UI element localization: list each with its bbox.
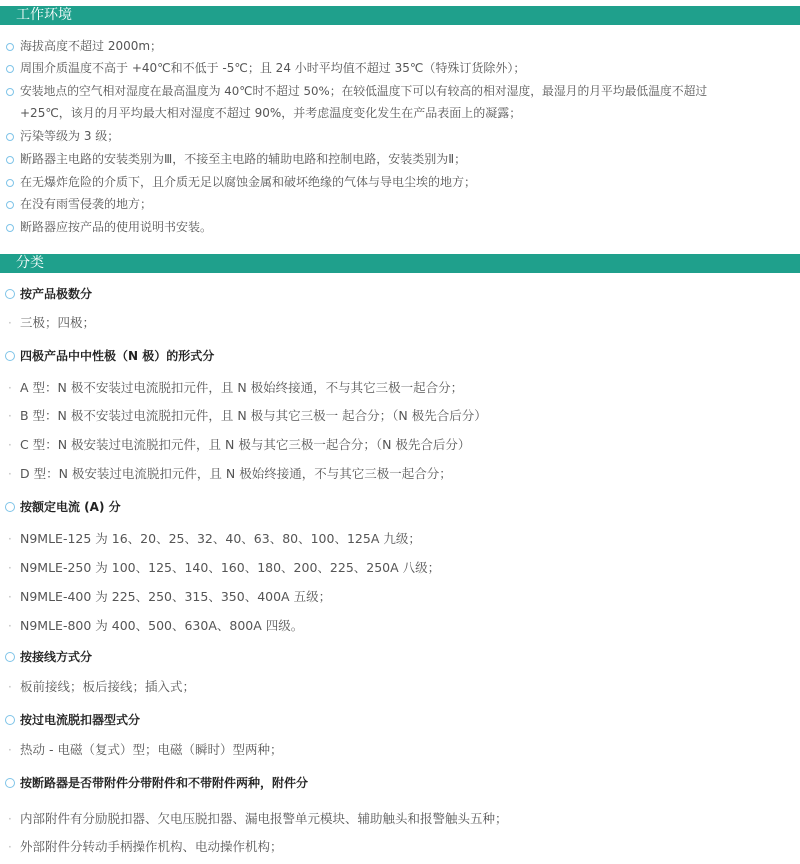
- circle-bullet-icon: [5, 351, 15, 361]
- group-item: B 型：N 极不安装过电流脱扣元件，且 N 极与其它三极一 起合分；（N 极先合后分）: [20, 408, 487, 423]
- dot-bullet-icon: ·: [8, 680, 12, 694]
- circle-bullet-icon: [6, 65, 14, 73]
- environment-item: 在无爆炸危险的介质下，且介质无足以腐蚀金属和破坏绝缘的气体与导电尘埃的地方；: [20, 175, 477, 189]
- group-item: N9MLE-125 为 16、20、25、32、40、63、80、100、125A 九级；: [20, 531, 421, 546]
- circle-bullet-icon: [5, 289, 15, 299]
- circle-bullet-icon: [5, 715, 15, 725]
- circle-bullet-icon: [6, 224, 14, 232]
- group-heading: 按接线方式分: [20, 650, 93, 664]
- group-item: 热动 - 电磁（复式）型；电磁（瞬时）型两种；: [20, 742, 283, 757]
- group-item: 内部附件有分励脱扣器、欠电压脱扣器、漏电报警单元模块、辅助触头和报警触头五种；: [20, 811, 508, 826]
- circle-bullet-icon: [6, 201, 14, 209]
- dot-bullet-icon: ·: [8, 743, 12, 757]
- group-item: N9MLE-250 为 100、125、140、160、180、200、225、250A 八级；: [20, 560, 441, 575]
- dot-bullet-icon: ·: [8, 619, 12, 633]
- section-banner-classification: [0, 254, 800, 273]
- section-title: 工作环境: [16, 7, 72, 23]
- environment-item: 安装地点的空气相对湿度在最高温度为 40℃时不超过 50%；在较低温度下可以有较高的相对湿度，最湿月的月平均最低温度不超过: [20, 84, 708, 98]
- dot-bullet-icon: ·: [8, 590, 12, 604]
- dot-bullet-icon: ·: [8, 561, 12, 575]
- dot-bullet-icon: ·: [8, 381, 12, 395]
- circle-bullet-icon: [5, 778, 15, 788]
- section-banner-work-environment: [0, 6, 800, 25]
- dot-bullet-icon: ·: [8, 840, 12, 854]
- group-item: C 型：N 极安装过电流脱扣元件，且 N 极与其它三极一起合分；（N 极先合后分）: [20, 437, 471, 452]
- circle-bullet-icon: [6, 133, 14, 141]
- dot-bullet-icon: ·: [8, 316, 12, 330]
- environment-item: 周围介质温度不高于 +40℃和不低于 -5℃；且 24 小时平均值不超过 35℃（特殊订货除外）；: [20, 61, 526, 75]
- circle-bullet-icon: [6, 156, 14, 164]
- circle-bullet-icon: [5, 502, 15, 512]
- group-item: N9MLE-800 为 400、500、630A、800A 四级。: [20, 618, 304, 633]
- dot-bullet-icon: ·: [8, 438, 12, 452]
- group-item: D 型：N 极安装过电流脱扣元件，且 N 极始终接通，不与其它三极一起合分；: [20, 466, 452, 481]
- group-item: A 型：N 极不安装过电流脱扣元件，且 N 极始终接通，不与其它三极一起合分；: [20, 380, 464, 395]
- group-item: 三极；四极；: [20, 315, 96, 330]
- group-heading: 按断路器是否带附件分带附件和不带附件两种，附件分: [20, 776, 309, 790]
- environment-item: 海拔高度不超过 2000m；: [20, 39, 163, 53]
- environment-item: 在没有雨雪侵袭的地方；: [20, 197, 153, 211]
- group-heading: 按产品极数分: [20, 287, 93, 301]
- group-item: 外部附件分转动手柄操作机构、电动操作机构；: [20, 839, 283, 854]
- circle-bullet-icon: [6, 43, 14, 51]
- environment-item: 断路器主电路的安装类别为Ⅲ，不接至主电路的辅助电路和控制电路，安装类别为Ⅱ；: [20, 152, 467, 166]
- dot-bullet-icon: ·: [8, 812, 12, 826]
- dot-bullet-icon: ·: [8, 532, 12, 546]
- circle-bullet-icon: [6, 88, 14, 96]
- environment-item: 污染等级为 3 级；: [20, 129, 120, 143]
- environment-item: 断路器应按产品的使用说明书安装。: [20, 220, 213, 234]
- dot-bullet-icon: ·: [8, 467, 12, 481]
- group-heading: 四极产品中中性极（N 极）的形式分: [20, 349, 215, 363]
- circle-bullet-icon: [5, 652, 15, 662]
- section-title: 分类: [16, 255, 44, 271]
- group-item: N9MLE-400 为 225、250、315、350、400A 五级；: [20, 589, 332, 604]
- dot-bullet-icon: ·: [8, 409, 12, 423]
- environment-item-continued: +25℃，该月的月平均最大相对湿度不超过 90%，并考虑温度变化发生在产品表面上的凝露；: [20, 106, 522, 120]
- circle-bullet-icon: [6, 179, 14, 187]
- group-heading: 按过电流脱扣器型式分: [20, 713, 141, 727]
- group-item: 板前接线；板后接线；插入式；: [20, 679, 196, 694]
- group-heading: 按额定电流 (A) 分: [20, 500, 121, 514]
